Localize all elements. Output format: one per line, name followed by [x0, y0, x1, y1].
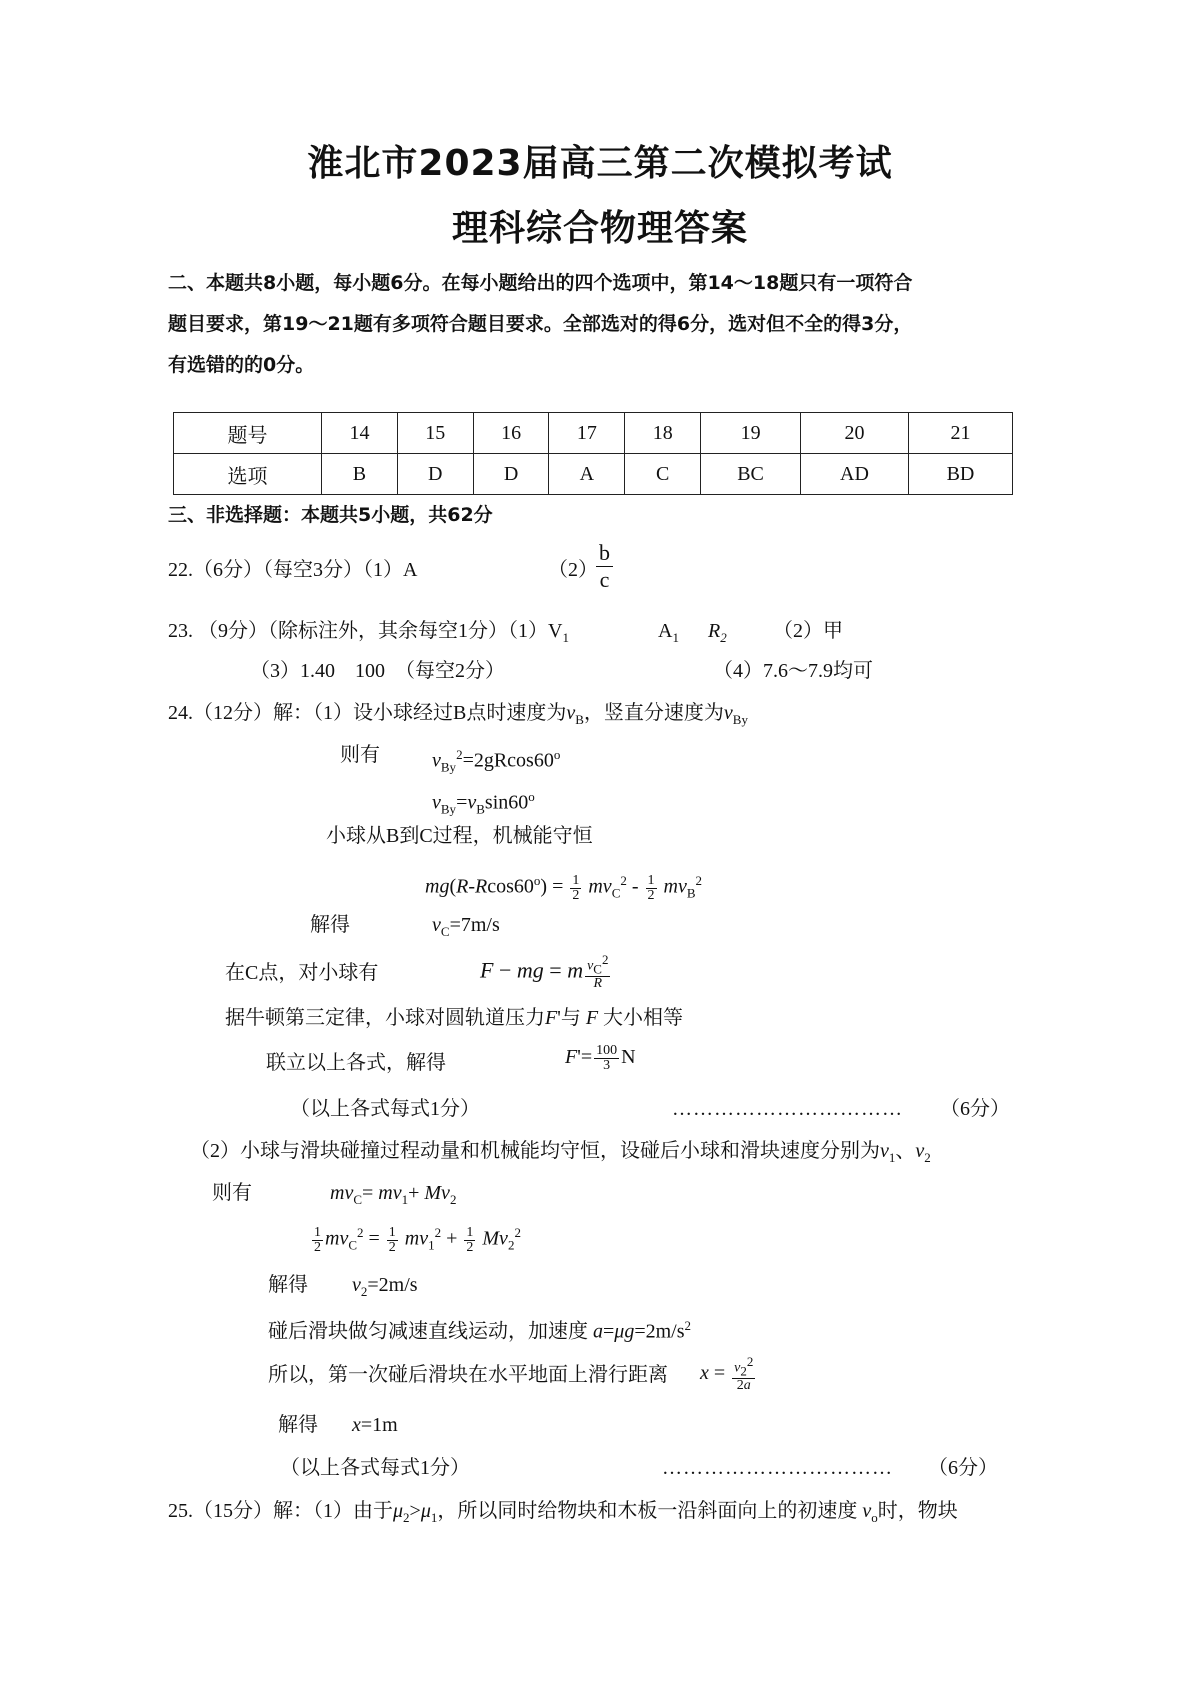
q24-newton-text: 据牛顿第三定律，小球对圆轨道压力 [225, 1007, 545, 1029]
q23-line2a: （3）1.40 100 （每空2分） [250, 660, 505, 682]
q23-r-sub: 2 [720, 630, 727, 645]
table-cell: C [625, 454, 701, 495]
q22-fraction [596, 540, 613, 593]
q24-energy-eq: $mg(R-Rcos60^o)$ = $\frac{1}{2}$ $mv_C^2$ - $\frac{1}{2}$ $mv_B^2$ [425, 872, 703, 903]
q24-v2-value: =2m/s [367, 1274, 418, 1296]
table-cell: BD [908, 454, 1012, 495]
table-row [174, 413, 1013, 454]
q24-score-note-2: （以上各式每式1分） [280, 1457, 470, 1479]
q24-f-num: 100 [596, 1043, 618, 1058]
q23-a-text: A [658, 620, 673, 642]
q24-score-dots-2: …………………………… [662, 1457, 893, 1479]
page-title: 淮北市2023届高三第二次模拟考试 [307, 143, 893, 184]
q24-decel-value: =2m/s [634, 1320, 685, 1343]
q24-vc: $v_C=7m/s$ [432, 914, 500, 939]
page-subtitle: 理科综合物理答案 [451, 208, 748, 249]
q24-force-eq: F − mg = m $\frac{v_C^2}{R}$ [480, 952, 609, 992]
table-cell: 19 [701, 413, 801, 454]
q24-newton-mid: 与 [560, 1007, 581, 1029]
q23-line1 [168, 618, 569, 651]
q22-frac-den: c [599, 567, 610, 592]
q24-eq1-rhs: =2gRcos60 [462, 749, 554, 772]
q24-newton-end: 大小相等 [603, 1007, 684, 1029]
q24-eq1: $v_{By}^2=2gRcos60^o$ [432, 747, 561, 775]
q24-score-dots: …………………………… [672, 1098, 903, 1120]
q25-end-text: 时，物块 [877, 1500, 958, 1522]
q23-a1 [658, 618, 679, 651]
section2-line1: 二、本题共8小题，每小题6分。在每小题给出的四个选项中，第14～18题只有一项符合 [168, 272, 913, 294]
q24-score-note: （以上各式每式1分） [290, 1098, 480, 1120]
q22-part2: （2） [548, 559, 598, 581]
q24-score: （6分） [940, 1098, 1010, 1120]
q24-lianli: 联立以上各式，解得 [266, 1052, 446, 1074]
q24-kinetic-eq: $\frac{1}{2}$ $mv_C^2$ = $\frac{1}{2}$ $mv_1^2$ + $\frac{1}{2}$ $Mv_2^2$ [314, 1224, 521, 1255]
q24-zeyou: 则有 [340, 744, 380, 766]
q23-part2: （2）甲 [773, 620, 843, 642]
q24-c-point: 在C点，对小球有 [225, 962, 379, 984]
table-cell: A [549, 454, 625, 495]
q24-x-value: =1m [360, 1414, 398, 1436]
q23-line2b: （4）7.6～7.9均可 [713, 660, 873, 682]
q24-f-result: F'= $\frac{100}{3}$ N [565, 1043, 636, 1073]
q23-a-sub: 1 [672, 630, 679, 645]
q24-eq2: $v_{By}=v_B\sin 60^o$ [432, 789, 535, 817]
table-cell: D [473, 454, 549, 495]
table-cell: 18 [625, 413, 701, 454]
table-row [174, 454, 1013, 495]
table-header-cell: 题号 [174, 413, 322, 454]
q25-mid-text: ，所以同时给物块和木板一沿斜面向上的初速度 [437, 1500, 858, 1522]
q24-decel: 碰后滑块做匀减速直线运动，加速度 $a=\mu g=2m/s^2$ [268, 1318, 692, 1343]
q25-intro: 25.（15分）解：（1）由于$\mu_2>\mu_1$，所以同时给物块和木板一沿斜面向上的初速度 $v_o$时，物块 [168, 1500, 958, 1525]
q23-r-text: R [708, 620, 721, 642]
table-cell: AD [801, 454, 909, 495]
table-cell: D [397, 454, 473, 495]
q24-distance-eq: x = $\frac{v_2^2}{2a}$ [700, 1354, 754, 1394]
q22-text: 22.（6分）（每空3分）（1）A [168, 559, 418, 581]
table-cell: 20 [801, 413, 909, 454]
q24-f-den: 3 [603, 1058, 611, 1073]
q24-intro-text: 24.（12分）解：（1）设小球经过B点时速度为 [168, 702, 567, 724]
answer-table [173, 412, 1013, 495]
q24-eq2-rhs: sin60 [484, 791, 529, 814]
q24-decel-text: 碰后滑块做匀减速直线运动，加速度 [268, 1320, 588, 1343]
q24-distance: 所以，第一次碰后滑块在水平地面上滑行距离 [268, 1364, 668, 1386]
table-cell: 15 [397, 413, 473, 454]
q24-f-unit: N [621, 1046, 636, 1069]
table-cell: 14 [322, 413, 398, 454]
q24-part2-intro: （2）小球与滑块碰撞过程动量和机械能均守恒，设碰后小球和滑块速度分别为$v_1$、$v_2$ [190, 1140, 931, 1165]
q23-line1-text: 23. （9分）（除标注外，其余每空1分）（1）V [168, 620, 563, 642]
section2-line3: 有选错的的0分。 [168, 354, 315, 376]
q24-x: x=1m [352, 1414, 398, 1436]
q24-jiede-3: 解得 [278, 1414, 318, 1436]
q25-intro-text: 25.（15分）解：（1）由于 [168, 1500, 393, 1522]
q24-zeyou-2: 则有 [212, 1182, 252, 1204]
q22-frac-num: b [596, 540, 613, 567]
q24-intro: 24.（12分）解：（1）设小球经过B点时速度为$v_B$，竖直分速度为$v_{By}$ [168, 702, 748, 727]
table-cell: 17 [549, 413, 625, 454]
q24-energy-text: 小球从B到C过程，机械能守恒 [326, 825, 593, 847]
q24-v2: $v_2=2m/s$ [352, 1274, 418, 1299]
q23-r2 [708, 618, 727, 651]
q24-jiede: 解得 [310, 914, 350, 936]
table-header-cell: 选项 [174, 454, 322, 495]
q24-score-2: （6分） [928, 1457, 998, 1479]
table-cell: BC [701, 454, 801, 495]
section3-heading: 三、非选择题：本题共5小题，共62分 [168, 504, 493, 526]
q24-momentum-eq: $mv_C= mv_1+ Mv_2$ [330, 1182, 457, 1207]
table-cell: B [322, 454, 398, 495]
q23-v-sub: 1 [562, 630, 569, 645]
q24-newton: 据牛顿第三定律，小球对圆轨道压力F'与 F 大小相等 [225, 1007, 684, 1029]
section2-line2: 题目要求，第19～21题有多项符合题目要求。全部选对的得6分，选对但不全的得3分， [168, 313, 913, 335]
table-cell: 16 [473, 413, 549, 454]
q24-vc-value: =7m/s [449, 914, 500, 936]
q24-jiede-2: 解得 [268, 1274, 308, 1296]
q24-intro-mid: ，竖直分速度为 [583, 702, 724, 724]
q24-part2-text: （2）小球与滑块碰撞过程动量和机械能均守恒，设碰后小球和滑块速度分别为 [190, 1140, 880, 1162]
table-cell: 21 [908, 413, 1012, 454]
